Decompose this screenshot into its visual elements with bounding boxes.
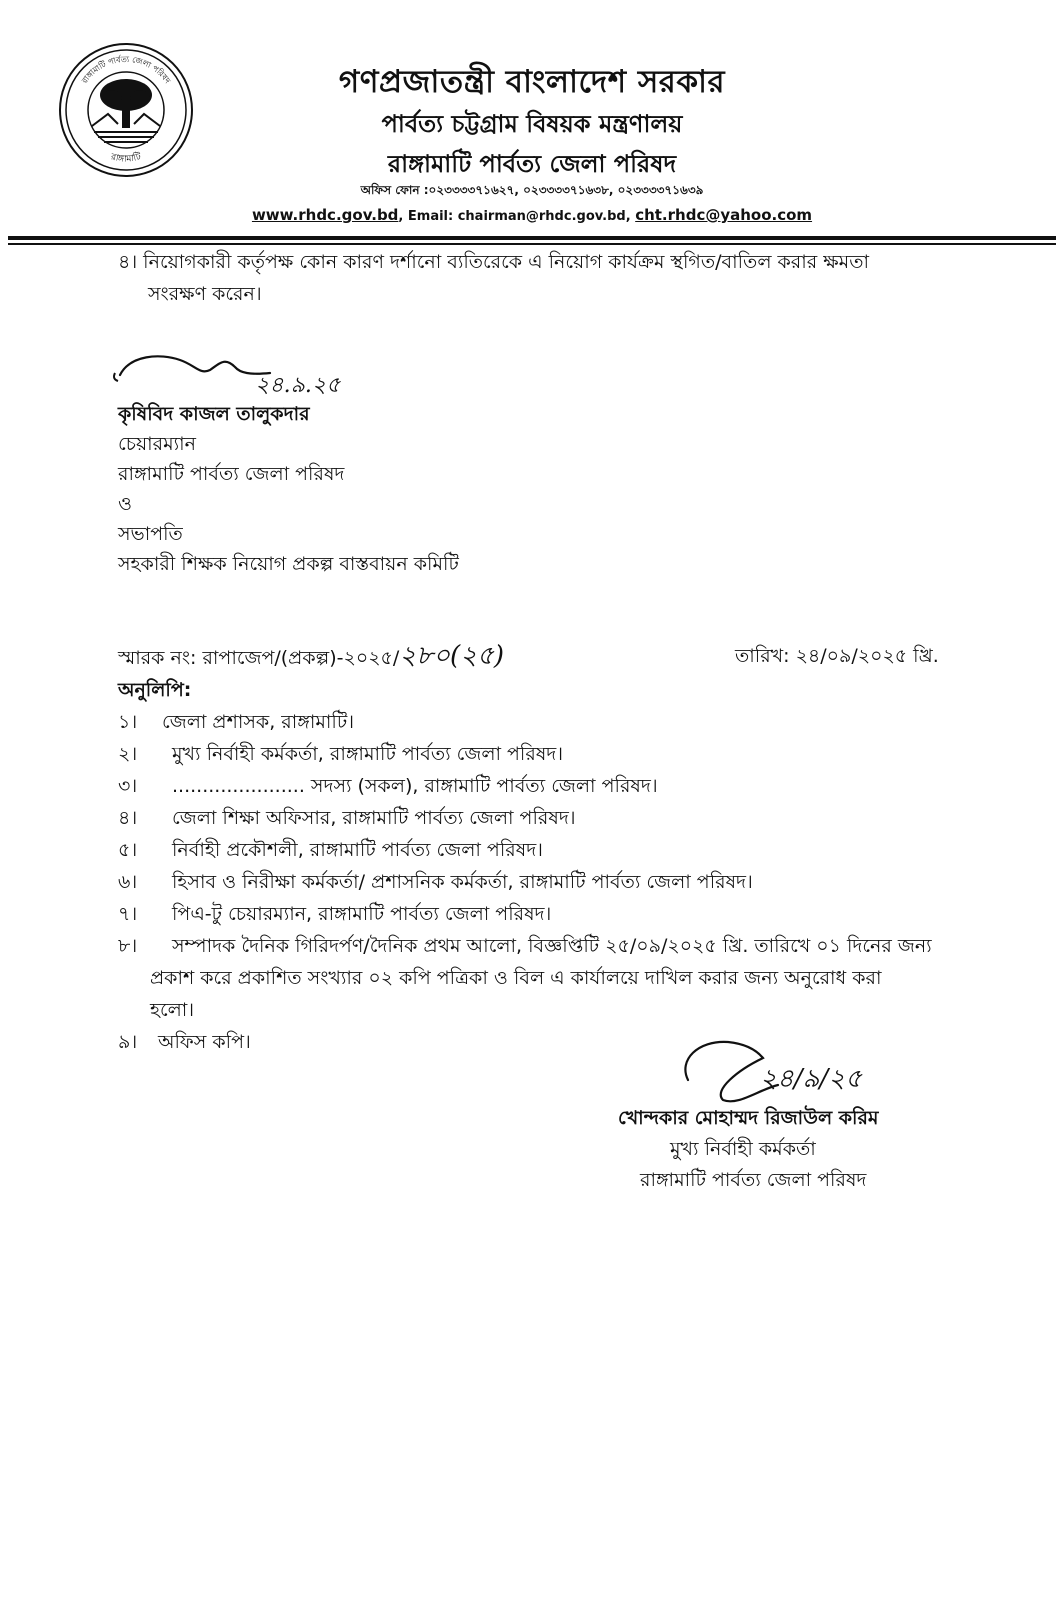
memo-ref-handwritten: ২৮০(২৫) — [399, 641, 505, 671]
copy-item-num: ৩। — [118, 775, 138, 797]
copy-item-text: হিসাব ও নিরীক্ষা কর্মকর্তা/ প্রশাসনিক কর্মকর্তা, রাঙ্গামাটি পার্বত্য জেলা পরিষদ। — [172, 871, 753, 893]
copy-item — [118, 804, 576, 836]
ceo-name: খোন্দকার মোহাম্মদ রিজাউল করিম — [618, 1107, 879, 1129]
copies-heading: অনুলিপি: — [118, 679, 192, 701]
copy-item-text: জেলা প্রশাসক, রাঙ্গামাটি। — [162, 711, 354, 733]
copy-item — [118, 740, 564, 772]
clause-line-1: ৪। নিয়োগকারী কর্তৃপক্ষ কোন কারণ দর্শানো ব্যতিরেকে এ নিয়োগ কার্যক্রম স্থগিত/বাতিল করার ক্ষমতা — [118, 251, 869, 273]
copy-item — [118, 708, 354, 740]
council-title: রাঙ্গামাটি পার্বত্য জেলা পরিষদ — [387, 150, 677, 178]
website-link[interactable]: www.rhdc.gov.bd — [251, 206, 399, 224]
copy-item-text: জেলা শিক্ষা অফিসার, রাঙ্গামাটি পার্বত্য জেলা পরিষদ। — [172, 807, 576, 829]
copy-item — [118, 836, 543, 868]
ceo-sign-date: ২৪/৯/২৫ — [760, 1064, 862, 1094]
copy-item-8-line-2: প্রকাশ করে প্রকাশিত সংখ্যার ০২ কপি পত্রিকা ও বিল এ কার্যালয়ে দাখিল করার জন্য অনুরোধ করা — [150, 967, 882, 989]
copy-item-8-line-3: হলো। — [150, 999, 195, 1021]
memo-ref-label: স্মারক নং: রাপাজেপ/(প্রকল্প)-২০২৫/ — [118, 647, 400, 669]
copy-item-text: ...................... সদস্য (সকল), রাঙ্গামাটি পার্বত্য জেলা পরিষদ। — [172, 775, 658, 797]
chairman-org: রাঙ্গামাটি পার্বত্য জেলা পরিষদ — [118, 463, 345, 485]
copy-item-num: ৬। — [118, 871, 138, 893]
copy-item-text: অফিস কপি। — [158, 1031, 251, 1053]
committee-name: সহকারী শিক্ষক নিয়োগ প্রকল্প বাস্তবায়ন কমিটি — [118, 553, 459, 575]
email-label: , Email: chairman@rhdc.gov.bd, — [398, 209, 636, 224]
govt-title: গণপ্রজাতন্ত্রী বাংলাদেশ সরকার — [338, 64, 726, 100]
copy-item — [118, 772, 658, 804]
chairman-name: কৃষিবিদ কাজল তালুকদার — [118, 403, 310, 425]
seal-top-text: রাঙ্গামাটি পার্বত্য জেলা পরিষদ — [80, 54, 173, 86]
memo-date: তারিখ: ২৪/০৯/২০২৫ খ্রি. — [735, 645, 939, 667]
clause-line-2: সংরক্ষণ করেন। — [148, 283, 262, 305]
office-phone: অফিস ফোন :০২৩৩৩৩৭১৬২৭, ০২৩৩৩৩৭১৬৩৮, ০২৩৩৩৩৭১৬৩৯ — [360, 183, 704, 197]
copy-item-num: ৮। — [118, 935, 138, 957]
copy-item-text: নির্বাহী প্রকৌশলী, রাঙ্গামাটি পার্বত্য জেলা পরিষদ। — [172, 839, 543, 861]
copy-item-text: সম্পাদক দৈনিক গিরিদর্পণ/দৈনিক প্রথম আলো, বিজ্ঞপ্তিটি ২৫/০৯/২০২৫ খ্রি. তারিখে ০১ দিনের জন্য — [172, 935, 932, 957]
email-link[interactable]: cht.rhdc@yahoo.com — [635, 206, 813, 224]
copy-item-num: ১। — [118, 711, 138, 733]
president-title: সভাপতি — [118, 523, 183, 545]
ceo-org: রাঙ্গামাটি পার্বত্য জেলা পরিষদ — [640, 1169, 867, 1191]
copy-item — [118, 900, 552, 932]
copy-item-text: মুখ্য নির্বাহী কর্মকর্তা, রাঙ্গামাটি পার্বত্য জেলা পরিষদ। — [172, 743, 564, 765]
copy-item — [118, 932, 932, 964]
copy-item-text: পিএ-টু চেয়ারম্যান, রাঙ্গামাটি পার্বত্য জেলা পরিষদ। — [172, 903, 552, 925]
copy-item-num: ৫। — [118, 839, 138, 861]
copy-item-num: ৪। — [118, 807, 138, 829]
copy-item — [118, 868, 753, 900]
contact-line — [0, 206, 1064, 224]
memo-reference — [118, 640, 504, 674]
header-divider-thick — [8, 236, 1056, 240]
ministry-title: পার্বত্য চট্টগ্রাম বিষয়ক মন্ত্রণালয় — [381, 110, 683, 138]
header-divider-thin — [8, 243, 1056, 245]
copy-item-num: ২। — [118, 743, 138, 765]
seal-bottom-text: রাঙ্গামাটি — [109, 152, 143, 165]
copy-item — [118, 1028, 251, 1060]
copy-item-num: ৭। — [118, 903, 138, 925]
chairman-title: চেয়ারম্যান — [118, 433, 197, 455]
and-connector: ও — [118, 493, 132, 515]
copy-item-num: ৯। — [118, 1031, 138, 1053]
chairman-sign-date: ২৪.৯.২৫ — [255, 373, 341, 398]
ceo-title: মুখ্য নির্বাহী কর্মকর্তা — [670, 1138, 816, 1160]
